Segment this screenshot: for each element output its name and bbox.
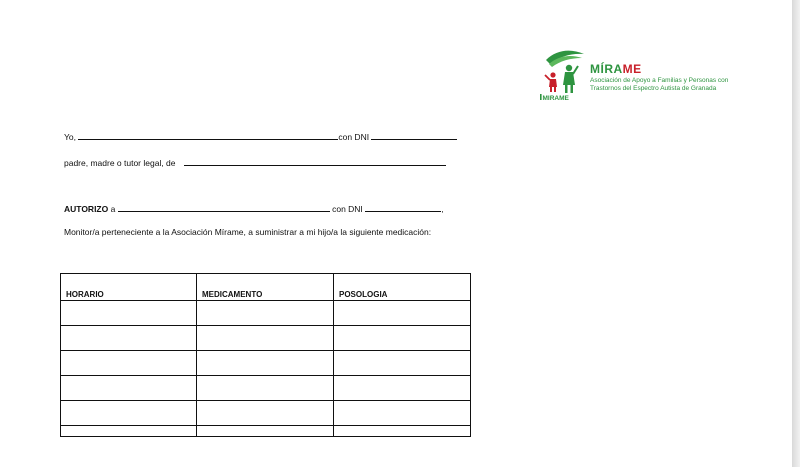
- parent-name-prefix: Yo,: [64, 132, 76, 142]
- header-posologia: POSOLOGIA: [334, 274, 471, 301]
- window-edge: [792, 0, 800, 467]
- cell-medicamento[interactable]: [197, 401, 334, 426]
- cell-horario[interactable]: [61, 426, 197, 437]
- authorize-line: [64, 202, 444, 214]
- logo-subtitle-line2: Trastornos del Espectro Autista de Granada: [590, 84, 717, 92]
- parent-name-line: [64, 130, 457, 142]
- authorize-a: a: [110, 204, 116, 214]
- cell-posologia[interactable]: [334, 426, 471, 437]
- cell-medicamento[interactable]: [197, 351, 334, 376]
- table-row: [61, 426, 471, 437]
- logo-subtitle: [590, 77, 780, 92]
- cell-medicamento[interactable]: [197, 326, 334, 351]
- cell-horario[interactable]: [61, 326, 197, 351]
- authorize-label: AUTORIZO: [64, 204, 109, 214]
- cell-horario[interactable]: [61, 301, 197, 326]
- logo-mark-text: MIRAME: [542, 95, 569, 100]
- monitor-dni-label: con DNI: [332, 204, 363, 214]
- cell-posologia[interactable]: [334, 376, 471, 401]
- cell-medicamento[interactable]: [197, 301, 334, 326]
- authorize-end: ,: [441, 204, 444, 214]
- logo-name-accent: ME: [622, 62, 642, 76]
- medication-statement: Monitor/a perteneciente a la Asociación Mírame, a suministrar a mi hijo/a la siguiente medicación:: [64, 227, 432, 237]
- cell-horario[interactable]: [61, 351, 197, 376]
- table-header-row: [61, 274, 471, 301]
- parent-name-blank[interactable]: [78, 130, 338, 140]
- mirame-logo: [540, 48, 740, 100]
- cell-posologia[interactable]: [334, 351, 471, 376]
- logo-name: [590, 62, 642, 76]
- cell-horario[interactable]: [61, 401, 197, 426]
- logo-name-main: MÍRA: [590, 62, 623, 76]
- child-name-prefix: padre, madre o tutor legal, de: [64, 158, 176, 168]
- table-row: [61, 376, 471, 401]
- cell-medicamento[interactable]: [197, 426, 334, 437]
- table-row: [61, 351, 471, 376]
- cell-horario[interactable]: [61, 376, 197, 401]
- table-row: [61, 326, 471, 351]
- header-horario: HORARIO: [61, 274, 197, 301]
- parent-dni-blank[interactable]: [371, 130, 457, 140]
- mirame-logo-icon: [540, 48, 586, 100]
- cell-medicamento[interactable]: [197, 376, 334, 401]
- child-name-line: [64, 156, 446, 168]
- table-row: [61, 401, 471, 426]
- table-row: [61, 301, 471, 326]
- monitor-name-blank[interactable]: [118, 202, 330, 212]
- logo-subtitle-line1: Asociación de Apoyo a Familias y Personas con: [590, 77, 729, 84]
- cell-posologia[interactable]: [334, 326, 471, 351]
- header-medicamento: MEDICAMENTO: [197, 274, 334, 301]
- parent-dni-label: con DNI: [338, 132, 370, 142]
- medication-table: [60, 273, 471, 437]
- monitor-dni-blank[interactable]: [365, 202, 444, 214]
- cell-posologia[interactable]: [334, 301, 471, 326]
- cell-posologia[interactable]: [334, 401, 471, 426]
- child-name-blank[interactable]: [184, 156, 446, 166]
